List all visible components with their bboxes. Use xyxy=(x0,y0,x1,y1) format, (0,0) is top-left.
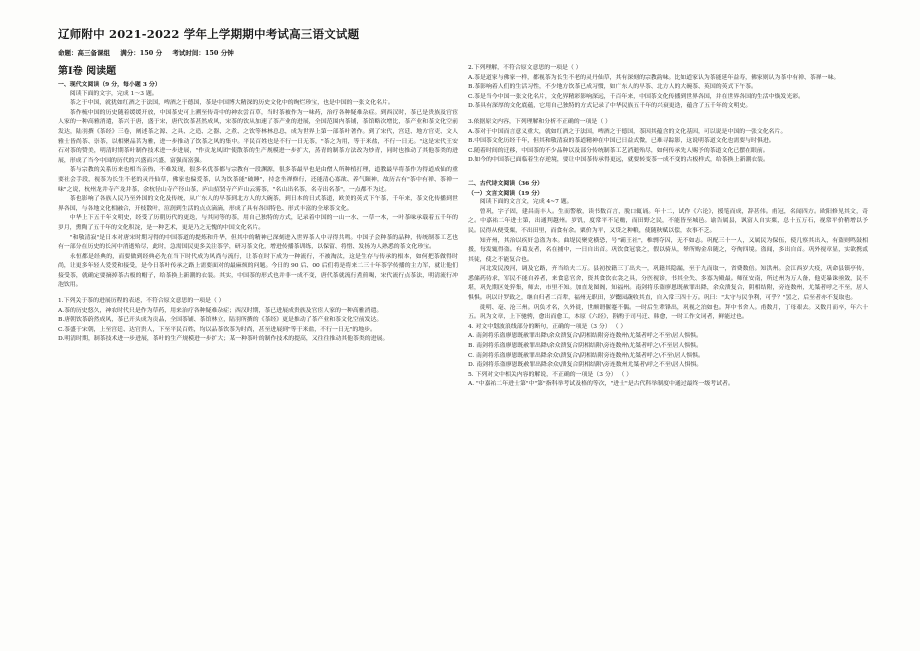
passage-paragraph: 茶之于中国，就犹如红酒之于法国，啤酒之于德国，茶是中国博大精深的历史文化中的绚烂珍宝，也是中国的一张文化名片。 xyxy=(69,100,394,107)
right-column xyxy=(468,64,868,390)
reading-intro: 阅读下面的文字，完成 1～3 题。 xyxy=(69,90,158,97)
classical-paragraph: 徙明、亳、沧三州。巩负才名，久外徙，世颇谓偃蹇不偶。一时后生辈锋出，巩视之泊如也。拜中书舍人。甫数月，丁母艰去。又数月而卒，年六十五。巩为文章，上下驰骋，愈出而愈工，本原《六经》，斟酌于司马迁、韩愈，一时工作文词者，鲜能过也。 xyxy=(468,304,868,321)
question-1-option-c: C.茶盛于宋朝，上至宫廷、达官贵人，下至平民百姓，均以品茶饮茶为时尚，甚至进展到"等于米盐，不行一日无"的地步。 xyxy=(58,326,376,333)
part2-heading: 二、古代诗文阅读（36 分） xyxy=(468,179,544,187)
passage-paragraph: 茶与宗教的关系历来也相当亲热，不难发现，很多名优茶都与宗教有一段渊源，很多茶最早也是由僧人所种植打理，道教最早将茶作为得道成仙的重要社会手段，视茶为长生不老的灵丹仙草，佛家也偏爱茶，认为饮茶能"破睡"，持念坐禅修行，还能清心寡欲、养气颐神，故历古有"茶中有禅、茶禅一味"之说，杭州龙井寺产龙井茶，余杭径山寺产径山茶，庐山招贤寺产庐山云雾茶，"名山出名茶，名寺出名茶"，一点都不为过。 xyxy=(58,167,458,193)
classical-paragraph: 曾巩，字子固，建昌南丰人。生而警敏，读书数百言，脱口辄诵。年十二，试作《六论》，援笔而成，辞甚伟。甫冠，名闻四方。欧阳修见其文，奇之。中嘉祐二年进士第，出通判越州。岁饥，度常平不足赡，而田野之民，不能皆至城邑。谕告属县，讽富人自实粟，总十五万石，视常平价稍增以予民。民得从便受粟，不出田里，而食有余。粟价为平，又贷之种粮，使随秋赋以偿，农事不乏。 xyxy=(468,208,868,234)
question-3-option-c: C.随着时间的迁移，中国茶的不少品种以及部分传统制茶工艺消逝殆尽，如何传承先人赐予的茶道文化已摆在眼前。 xyxy=(468,147,769,154)
question-2-option-c: C.茶是当今中国一张文化名片，文化界精彩影响深远，千百年来，中国茶文化传播到世界各国，并在世界各国的生活中焕发光彩。 xyxy=(468,93,805,100)
exam-title: 辽师附中 2021-2022 学年上学期期中考试高三语文试题 xyxy=(58,27,360,41)
question-4-option-d: D. 南剑将乐盗廖恩既赦罪出降余众\溃复合阴相结附\旁连数州尤桀者\呼之不至\居人惧惧。 xyxy=(468,362,703,369)
reading-intro-2: 阅读下面的文言文，完成 4~7 题。 xyxy=(479,199,573,206)
classical-paragraph: 知齐州，其治以疾奸急盗为本。曲堤民聚党横恐，号"霸王社"，椎剽夺囚，无不如志。巩配三十一人，又属民为保伍，使几察其出入，有盗则鸣鼓相援，每发辄得盗。有葛友者，名在捕中，一日自出首。巩饮食冠裳之，假以骑从，辇所购金帛随之，夸徇四境。盗闻，多出自首。巩外视章显，实欲携贰其徒，使之不能复合也。 xyxy=(468,237,868,263)
question-1-option-d: D.明清时期，制茶技术进一步进展，茶叶的生产规模进一步扩大；某一种茶叶的制作技术的提高，又往往推动其他茶类的进展。 xyxy=(58,336,389,343)
question-5-stem: 5. 下列对文中相关内容的解说，不正确的一项是（3 分） （ ） xyxy=(468,371,633,378)
subsection-heading: （一）文言文阅读（19 分） xyxy=(468,189,544,197)
passage-paragraph: 中华上下五千年文明史，经受了历朝历代的更迭，与其同等的茶，用自己独特的方式，记录着中国的一山一水、一草一木，一叶茶味承载着五千年的岁月，熏陶了五千年的文化积淀，是一种艺术，更是乃之无愧的中国文化名片。 xyxy=(58,215,458,231)
question-1-option-a: A.茶的历史悠久，神农时代只是作为草药，用来治疗各种疑难杂症；西汉时期，茶已进展成贵族及官宦人家的一种高雅消遣。 xyxy=(58,307,383,314)
question-4-stem: 4. 对文中划波浪线部分的断句，正确的一项是（3 分） （ ） xyxy=(468,323,627,330)
left-column xyxy=(58,60,458,345)
passage-paragraph: 永恒都是经典的，而要做到经典必先在当下时代成为风尚与流行，让茶在时下成为一种流行，不被淘汰，这是生存与传承的根本，如何把茶做得时尚，让更多年轻人爱爱和接受，是今日茶叶传承之路上需要面对的最麻烦的问题。今日的 90 后、00 后们将是将来二三十年茶学传播的主力军，就让他们接受茶，就确定要摘掉茶古板的帽子，给茶换上新潮的衣装。其实，中国茶的形式也并非一成不变，唐代茶就流行煮煎喝，宋代流行点茶法，明清流行冲泡饮用。 xyxy=(58,253,458,289)
passage-paragraph: "和敬清寂"是日本对唐宋时期习得的中国茶道的提炼和升华，但其中的精神已深刻进入世界茶人中寻得共鸣。中国子会种茶的品种，传统制茶工艺也有一部分在历史的长河中消逝殆尽，此时，急需国民更多关注茶学，研习茶文化，增进传播茶训练，以保留、将惜、发扬为人熟悉的茶文化珍宝。 xyxy=(58,234,458,251)
question-2-option-a: A.茶是道家与佛家一样，都视茶为长生不老的灵丹仙草，其有深刻的宗教韵味。比如道家认为茶能延年益寿，佛家则认为茶中有禅、茶禅一味。 xyxy=(468,74,840,81)
meta-time: 考试时间：150 分钟 xyxy=(172,49,234,57)
meta-score: 满分：150 分 xyxy=(120,49,163,57)
passage-paragraph: 茶也影响了各族人民乃至外国的文化及传统，从广东人的早茶到北方人的大碗茶，到日本的日式茶道，欧美的英式下午茶，千年来，茶文化传播到世界各国，与各地文化相融合，开枝散叶，渲润到生活的点点滴滴，形成了具有各国特色、形式丰富的全球茶文化。 xyxy=(58,196,458,212)
section-title: 第Ⅰ卷 阅读题 xyxy=(58,66,117,77)
meta-author: 命题：高三备课组 xyxy=(58,49,110,57)
question-1-option-b: B.唐朝饮茶蔚然成风，茶已开头成为贡品，全国茶铺、茶馆林立，陆羽所撰的《茶经》更是推动了茶产业和茶文化空前发达。 xyxy=(58,317,383,324)
part1-heading: 一、现代文阅读（9 分，每小题 3 分） xyxy=(58,81,161,88)
question-5-option-a: A. "中嘉祐二年进士第"中"第"指科举考试及格的等次，"进士"是古代科举制度中通过最终一级考试者。 xyxy=(468,381,734,388)
exam-meta xyxy=(58,48,242,57)
question-4-option-b: B. 南剑将乐盗廖恩既赦罪出降\余众溃复合阴相结附\旁连数州\尤桀者呼之\不至居人惧惧。 xyxy=(468,343,702,350)
question-2-option-d: D.茶具有深厚的文化底蕴，它用自己独特的方式记录了中华民族五千年的兴衰更迭，蕴含了五千年的文明史。 xyxy=(468,103,752,110)
question-2-stem: 2.下列理解，不符合原文意思的一项是（ ） xyxy=(468,65,582,71)
question-4-option-a: A. 南剑将乐盗廖恩既赦罪出降\余众溃复合\阴相结附旁连数州\尤桀者呼之不至\居人惧惧。 xyxy=(468,333,702,340)
question-4-option-c: C. 南剑将乐盗廖恩既赦罪出降余众\溃复合\阴相结附旁连数州\尤桀者呼之\不至\居人惧惧。 xyxy=(468,352,704,359)
question-3-option-a: A.茶对于中国而言意义重大，就如红酒之于法国，啤酒之于德国，茶因其蕴含的文化基因，可以说是中国的一张文化名片。 xyxy=(468,128,787,135)
question-3-stem: 3.依据原文内容，下列理解和分析不正确的一项是（ ） xyxy=(468,118,611,125)
classical-paragraph: 河北发民浚河，调及它路，齐当给夫二万。县初按籍三丁出夫一，巩籍其隐漏，至于九而取一，省费数倍。知洪州。会江西岁大疫，巩命县镇亭传，悉储药待求，军民不能自养者，来食息官舍，资其食饮衣衾之具，分医视诊，书其全失、多寡为殿最。师征安南，所过州为万人备，他吏暴诛亟敛，民不堪，巩先期区处猝集，师去，市里不知。加直龙图阁，知福州。南剑将乐盗廖恩既赦罪出降，余众溃复合，阴相结附，旁连数州，尤桀者呼之不至，居人惧惧。巩以计罗致之，继自归者二百辈，福州无职田，岁鬻园蔬收其直，自入常三四十万。巩曰："太守与民争利，可乎？"罢之，后至者亦不复取也。 xyxy=(468,266,868,302)
question-3-option-d: D.如今的中国茶已面临着生存逆境，要让中国茶传承得更远，就要转变茶一成不变的古板样式，给茶换上新潮衣装。 xyxy=(468,157,769,164)
question-2-option-b: B.茶影响着人们的生活习性，不少地方饮茶已成习惯，如广东人的早茶、北方人的大碗茶、英国的英式下午茶。 xyxy=(468,84,757,91)
question-3-option-b: B.中国茶文化历经千年，但其和敬清寂的茶道精神在中国已日益式微，已难寻踪影，这说明茶道文化也需要与时俱进。 xyxy=(468,138,775,145)
question-1-stem: 1.下列关于茶的进展历程的表述，不符合原文意思的一项是（ ） xyxy=(58,298,225,305)
passage-paragraph: 茶作梳中国的历史随着缓缓开放，中国茶史可上溯至传奇中的神农尝百草，当时茶被作为一味药，治疗各种疑难杂症。到西汉时，茶已是贵族及官宦人家的一种高雅消遣，茶兴于唐，盛于宋，唐代饮茶甚然成风，宋茶的饮从加速了茶产业的进展，全国范围内茶铺，茶馆略次增比，茶产业和茶文化空前发达，陆羽撰《茶经》三卷，阐述茶之源、之具、之造、之器、之煮、之饮等林林总总，成为世界上第一部茶叶著作。到了宋代，宫廷、地方官吏、文人雅士皆尚茶、崇茶，以相聚品茗为雅，进一步推动了饮茶之风的集中。平民百姓也是不行一日无茶，"茶之为用，等于米盐，不行一日无。"这是宋代王安石对茶的赞美，明清时期茶叶制作技术进一步进展，"作贡龙凤团"使散茶的生产规模进一步扩大，蒸青的制茶方法改为炒青，同时也推动了其他茶类的进展，形成了当今中国的历代的兴盛而兴盛，富强而富强。 xyxy=(58,109,458,164)
